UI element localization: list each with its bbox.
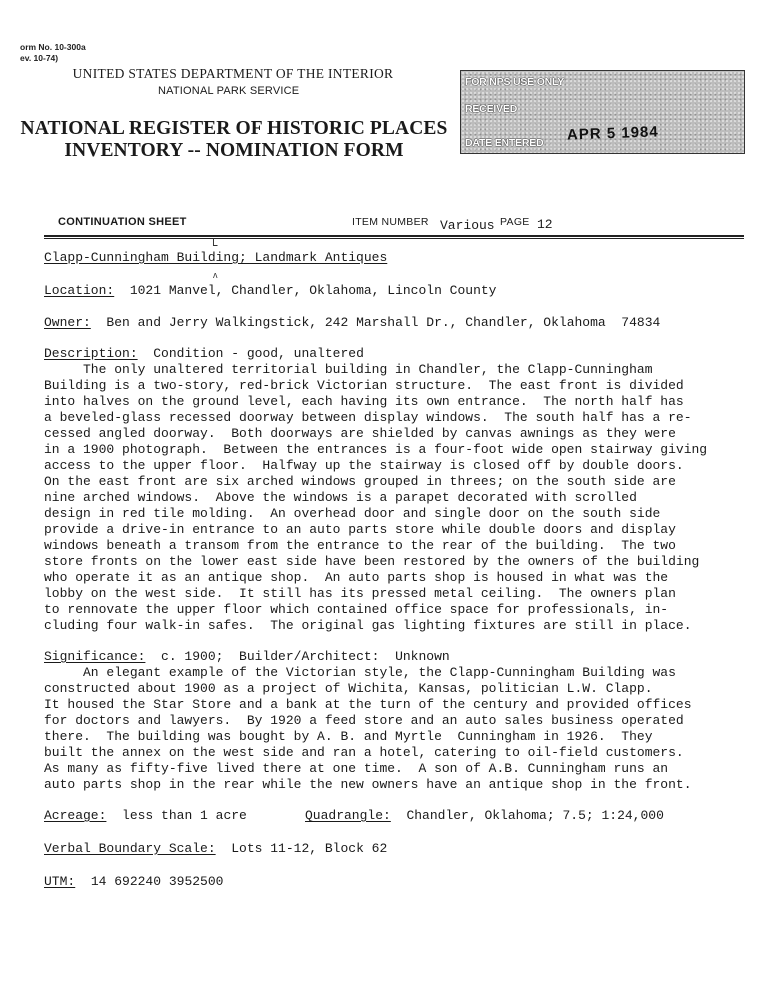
significance-line: As many as fifty-five lived there at one time. A son of A.B. Cunningham runs an [44,761,669,776]
page-number: 12 [537,217,553,232]
significance-line: It housed the Star Store and a bank at the turn of the century and provided offices [44,697,692,712]
date-stamp: APR 5 1984 [566,123,659,144]
description-line: a beveled-glass recessed doorway between display windows. The south half has a re- [44,410,692,425]
description-line: The only unaltered territorial building in Chandler, the Clapp-Cunningham [44,362,653,377]
owner-value: Ben and Jerry Walkingstick, 242 Marshall Dr., Chandler, Oklahoma 74834 [106,315,661,330]
description-line: On the east front are six arched windows grouped in threes; on the south side are [44,474,676,489]
location-value: 1021 Manvel, Chandler, Oklahoma, Lincoln County [129,283,497,298]
location-label: Location: [44,283,115,298]
continuation-sheet-label: CONTINUATION SHEET [58,216,187,228]
handwritten-mark-location: ʌ [213,270,218,280]
description-condition: Condition - good, unaltered [153,346,364,361]
description-line: into halves on the ground level, each having its own entrance. The north half has [44,394,684,409]
description-line: lobby on the west side. It still has its pressed metal ceiling. The owners plan [44,586,676,601]
property-name: Clapp-Cunningham Building; Landmark Antiques [44,250,388,265]
significance-body [44,665,692,793]
significance-line: constructed about 1900 as a project of Wichita, Kansas, politician L.W. Clapp. [44,681,653,696]
description-line: provide a drive-in entrance to an auto parts store while double doors and display [44,522,676,537]
handwritten-mark: ᒪ [212,238,218,249]
utm-row [44,874,223,890]
form-number [20,42,86,64]
item-number-value: Various [440,218,495,233]
page-label: PAGE [500,216,530,228]
description-line: cessed angled doorway. Both doorways are shielded by canvas awnings as they were [44,426,676,441]
nps-use-only-box [460,70,745,154]
department-name: UNITED STATES DEPARTMENT OF THE INTERIOR [72,66,394,81]
form-title [20,118,448,162]
form-number-line1: orm No. 10-300a [20,42,86,52]
description-line: cluding four walk-in safes. The original gas lighting fixtures are still in place. [44,618,692,633]
significance-line: auto parts shop in the rear while the new owners have an antique shop in the front. [44,777,692,792]
date-entered-label: DATE ENTERED [465,137,544,149]
acreage-value: less than 1 acre [122,808,247,823]
service-name: NATIONAL PARK SERVICE [158,85,300,97]
description-label: Description: [44,346,138,361]
description-line: nine arched windows. Above the windows is a parapet decorated with scrolled [44,490,637,505]
significance-line: An elegant example of the Victorian style, the Clapp-Cunningham Building was [44,665,676,680]
boundary-row [44,841,387,857]
quadrangle-value: Chandler, Oklahoma; 7.5; 1:24,000 [406,808,664,823]
significance-line: for doctors and lawyers. By 1920 a feed store and an auto sales business operated [44,713,684,728]
description-line: store fronts on the lower east side have been restored by the owners of the building [44,554,700,569]
owner-row [44,315,660,331]
description-line: design in red tile molding. An overhead door and single door on the south side [44,506,661,521]
significance-label: Significance: [44,649,146,664]
significance-line: built the annex on the west side and ran a hotel, catering to oil-field customers. [44,745,684,760]
significance-line: there. The building was bought by A. B. and Myrtle Cunningham in 1926. They [44,729,653,744]
significance-row [44,649,450,665]
significance-value: c. 1900; Builder/Architect: Unknown [161,649,450,664]
description-body [44,362,707,634]
description-row [44,346,364,362]
quadrangle-row [305,808,664,824]
owner-label: Owner: [44,315,91,330]
utm-value: 14 692240 3952500 [90,874,224,889]
description-line: windows beneath a transom from the entrance to the rear of the building. The two [44,538,676,553]
received-label: RECEIVED [465,103,518,115]
item-number-label: ITEM NUMBER [352,216,429,228]
description-line: to rennovate the upper floor which contained office space for professionals, in- [44,602,669,617]
location-row [44,283,497,299]
boundary-value: Lots 11-12, Block 62 [231,841,388,856]
header-rule [44,235,744,237]
boundary-label: Verbal Boundary Scale: [44,841,216,856]
nps-use-only-label: FOR NPS USE ONLY [465,76,565,88]
acreage-row [44,808,247,824]
quadrangle-label: Quadrangle: [305,808,391,823]
description-line: Building is a two-story, red-brick Victorian structure. The east front is divided [44,378,684,393]
description-line: access to the upper floor. Halfway up the stairway is closed off by double doors. [44,458,684,473]
acreage-label: Acreage: [44,808,107,823]
description-line: in a 1900 photograph. Between the entrances is a four-foot wide open stairway giving [44,442,708,457]
form-title-line1: NATIONAL REGISTER OF HISTORIC PLACES [20,118,448,139]
description-line: who operate it as an antique shop. An auto parts shop is housed in what was the [44,570,669,585]
form-number-line2: ev. 10-74) [20,53,59,63]
header-rule-secondary [44,238,744,239]
utm-label: UTM: [44,874,76,889]
form-title-line2: INVENTORY -- NOMINATION FORM [64,140,404,161]
